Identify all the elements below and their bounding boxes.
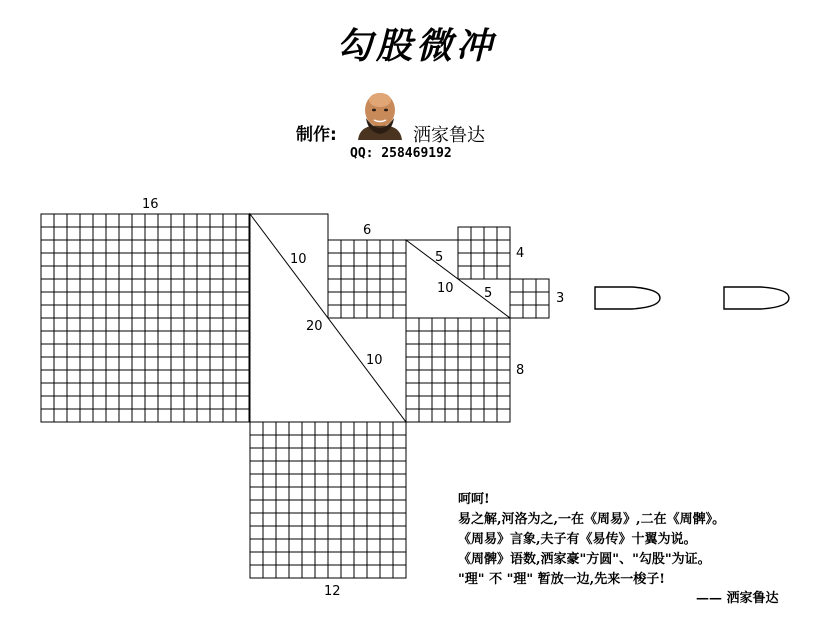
square-8-grid — [406, 318, 510, 422]
page-title: 勾股微冲 — [335, 25, 496, 67]
square-6-grid — [328, 240, 406, 318]
square-16-grid — [41, 214, 249, 422]
note-line: 《周髀》语数,洒家豪"方圆"、"勾股"为证。 — [458, 552, 711, 567]
label-large-20: 20 — [306, 319, 323, 334]
bullet-shape-2 — [724, 287, 789, 309]
note-line: "理" 不 "理" 暂放一边,先来一梭子! — [458, 572, 665, 587]
label-square-8: 8 — [516, 363, 525, 378]
label-small-5-bottom: 5 — [484, 286, 493, 301]
label-square-16: 16 — [142, 197, 159, 212]
label-square-12: 12 — [324, 584, 341, 599]
label-large-10-bottom: 10 — [366, 353, 383, 368]
signature: —— 洒家鲁达 — [696, 591, 779, 606]
qq-number: QQ: 258469192 — [350, 146, 452, 161]
bullet-shape-1 — [595, 287, 660, 309]
credit-label: 制作: — [296, 125, 337, 145]
label-small-5-top: 5 — [435, 250, 444, 265]
author-name: 洒家鲁达 — [413, 125, 485, 146]
label-large-10-top: 10 — [290, 252, 307, 267]
label-square-3: 3 — [556, 291, 565, 306]
square-4-grid — [458, 227, 510, 279]
square-3-grid — [510, 279, 549, 318]
note-line: 《周易》言象,夫子有《易传》十翼为说。 — [458, 532, 697, 547]
note-line: 易之解,河洛为之,一在《周易》,二在《周髀》。 — [458, 512, 726, 527]
commentary — [458, 490, 725, 590]
label-square-6: 6 — [363, 223, 372, 238]
label-small-10: 10 — [437, 281, 454, 296]
label-square-4: 4 — [516, 246, 525, 261]
note-line: 呵呵! — [458, 492, 490, 507]
square-12-grid — [250, 422, 406, 578]
